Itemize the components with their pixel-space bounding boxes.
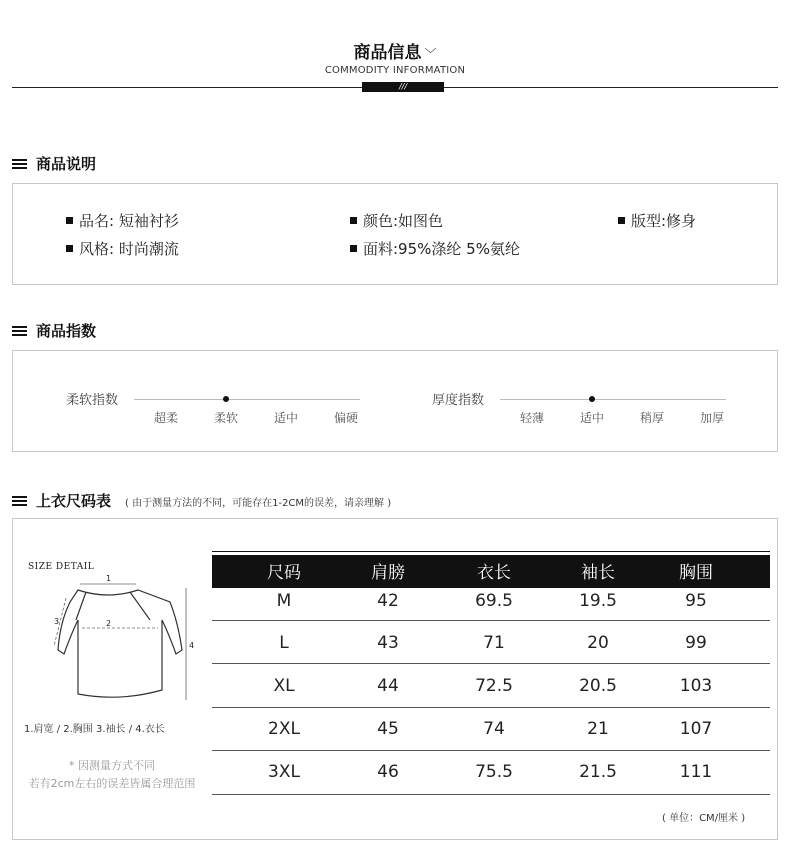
column-header: 肩膀 bbox=[371, 563, 405, 583]
thickness-scale-line bbox=[500, 399, 726, 400]
diagram-mark-4: 4 bbox=[189, 641, 195, 650]
header-bar: /// bbox=[362, 82, 444, 92]
softness-scale-line bbox=[134, 399, 360, 400]
table-row bbox=[212, 676, 770, 700]
table-row bbox=[212, 591, 770, 615]
table-cell: 107 bbox=[679, 719, 713, 739]
table-cell: 111 bbox=[679, 762, 713, 782]
table-cell: 2XL bbox=[268, 719, 300, 739]
softness-option: 柔软 bbox=[213, 411, 238, 425]
row-divider bbox=[212, 663, 770, 664]
shirt-diagram bbox=[20, 572, 200, 712]
table-cell: 3XL bbox=[268, 762, 300, 782]
table-row bbox=[212, 633, 770, 657]
page-title bbox=[0, 38, 790, 63]
column-header: 尺码 bbox=[267, 563, 301, 583]
list-icon bbox=[12, 326, 27, 337]
diagram-mark-2: 2 bbox=[106, 619, 112, 628]
row-divider bbox=[212, 794, 770, 795]
bullet-icon bbox=[350, 245, 357, 252]
diagram-mark-3: 3 bbox=[54, 617, 60, 626]
thickness-option: 轻薄 bbox=[519, 411, 544, 425]
info-item-fabric: 面料:95%涤纶 5%氨纶 bbox=[350, 238, 520, 259]
table-header bbox=[212, 555, 770, 588]
table-top-rule bbox=[212, 551, 770, 552]
diagram-caption: 1.肩宽 / 2.胸围 3.袖长 / 4.衣长 bbox=[24, 724, 165, 735]
row-divider bbox=[212, 620, 770, 621]
column-header: 胸围 bbox=[679, 563, 713, 583]
product-desc-box bbox=[12, 183, 778, 285]
table-row bbox=[212, 719, 770, 743]
table-cell: L bbox=[279, 633, 289, 653]
product-index-box bbox=[12, 350, 778, 452]
softness-option: 适中 bbox=[273, 411, 298, 425]
info-item-name: 品名: 短袖衬衫 bbox=[66, 210, 179, 231]
table-cell: 103 bbox=[679, 676, 713, 696]
softness-label: 柔软指数 bbox=[66, 393, 119, 408]
info-item-fit: 版型:修身 bbox=[618, 210, 696, 231]
size-detail-title: SIZE DETAIL bbox=[28, 562, 95, 572]
bullet-icon bbox=[66, 245, 73, 252]
table-cell: 21.5 bbox=[579, 762, 617, 782]
column-header: 袖长 bbox=[581, 563, 615, 583]
table-cell: 75.5 bbox=[475, 762, 513, 782]
section-title-size-chart bbox=[12, 490, 391, 511]
softness-option: 偏硬 bbox=[333, 411, 358, 425]
row-divider bbox=[212, 707, 770, 708]
table-cell: 74 bbox=[483, 719, 505, 739]
table-row bbox=[212, 762, 770, 786]
softness-option: 超柔 bbox=[153, 411, 178, 425]
section-title-product-index bbox=[12, 320, 96, 341]
info-item-color: 颜色:如图色 bbox=[350, 210, 443, 231]
section-title-product-desc bbox=[12, 153, 96, 174]
table-cell: 71 bbox=[483, 633, 505, 653]
bullet-icon bbox=[350, 217, 357, 224]
table-cell: 20 bbox=[587, 633, 609, 653]
table-cell: 95 bbox=[685, 591, 707, 611]
section-title-text: 商品指数 bbox=[36, 322, 97, 340]
thickness-label: 厚度指数 bbox=[432, 393, 485, 408]
table-cell: 42 bbox=[377, 591, 399, 611]
table-cell: XL bbox=[273, 676, 295, 696]
table-cell: 72.5 bbox=[475, 676, 513, 696]
diagram-mark-1: 1 bbox=[106, 574, 112, 583]
section-title-text: 商品说明 bbox=[36, 155, 97, 173]
tolerance-note-1: * 因测量方式不同 bbox=[69, 759, 155, 772]
column-header: 衣长 bbox=[477, 563, 511, 583]
tolerance-note-2: 若有2cm左右的误差皆属合理范围 bbox=[28, 777, 196, 790]
table-cell: 43 bbox=[377, 633, 399, 653]
page-title-text: 商品信息 bbox=[353, 43, 422, 63]
list-icon bbox=[12, 496, 27, 507]
table-cell: 99 bbox=[685, 633, 707, 653]
table-cell: 21 bbox=[587, 719, 609, 739]
thickness-option: 适中 bbox=[579, 411, 604, 425]
table-cell: 44 bbox=[377, 676, 399, 696]
unit-note: ( 单位：CM/厘米 ) bbox=[662, 813, 746, 824]
softness-marker bbox=[223, 396, 229, 402]
list-icon bbox=[12, 159, 27, 170]
measurement-note: ( 由于测量方法的不同，可能存在1-2CM的误差，请亲理解 ) bbox=[125, 498, 392, 509]
section-title-text: 上衣尺码表 bbox=[36, 492, 112, 510]
table-cell: 19.5 bbox=[579, 591, 617, 611]
table-cell: 69.5 bbox=[475, 591, 513, 611]
chevron-down-icon: ﹀ bbox=[424, 47, 437, 61]
info-item-style: 风格: 时尚潮流 bbox=[66, 238, 179, 259]
row-divider bbox=[212, 750, 770, 751]
bullet-icon bbox=[66, 217, 73, 224]
table-cell: 46 bbox=[377, 762, 399, 782]
page-subtitle: COMMODITY INFORMATION bbox=[324, 65, 466, 76]
thickness-option: 加厚 bbox=[699, 411, 724, 425]
table-cell: M bbox=[276, 591, 292, 611]
thickness-option: 稍厚 bbox=[639, 411, 664, 425]
bullet-icon bbox=[618, 217, 625, 224]
table-cell: 20.5 bbox=[579, 676, 617, 696]
table-cell: 45 bbox=[377, 719, 399, 739]
thickness-marker bbox=[589, 396, 595, 402]
